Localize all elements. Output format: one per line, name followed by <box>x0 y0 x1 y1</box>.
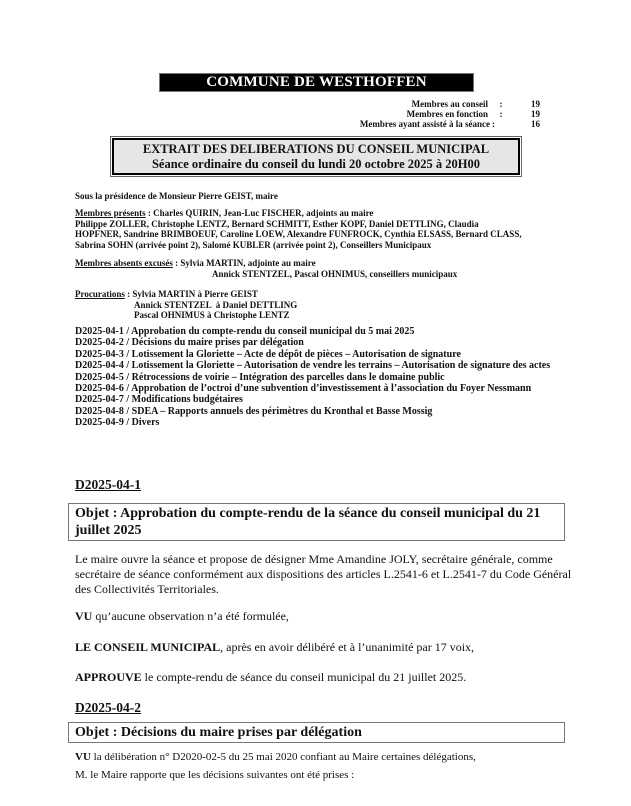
stat-colon: : <box>492 119 495 129</box>
members-stats <box>340 99 540 129</box>
extrait-title-box <box>112 138 520 175</box>
agenda-item: D2025-04-6 / Approbation de l’octroi d’une subvention d’investissement à l’association du Foyer Nessmann <box>75 383 532 395</box>
members-absent <box>75 258 595 279</box>
vu-text: la délibération n° D2020-02-5 du 25 mai 2020 confiant au Maire certaines délégations, <box>90 751 476 763</box>
procuration-line: Annick STENTZEL à Daniel DETTLING <box>134 299 298 310</box>
stat-row <box>340 99 540 109</box>
objet-box: Objet : Décisions du maire prises par délégation <box>68 722 565 743</box>
absent-line: Annick STENTZEL, Pascal OHNIMUS, conseillers municipaux <box>212 268 458 279</box>
stat-label: Membres ayant assisté à la séance <box>359 119 490 129</box>
vu-bold: VU <box>75 609 93 623</box>
stat-colon: : <box>499 99 503 109</box>
stat-value: 19 <box>531 99 540 109</box>
procurations-label: Procurations <box>75 289 125 299</box>
paragraph-conseil <box>75 640 575 655</box>
agenda-item: D2025-04-1 / Approbation du compte-rendu du conseil municipal du 5 mai 2025 <box>75 326 415 337</box>
paragraph-vu <box>75 750 575 765</box>
stat-label: Membres en fonction <box>406 109 488 119</box>
objet-box: Objet : Approbation du compte-rendu de la séance du conseil municipal du 21 juillet 2025 <box>68 503 565 541</box>
absent-label: Membres absents excusés <box>75 258 173 268</box>
stat-value: 16 <box>531 119 540 129</box>
agenda-item: D2025-04-4 / Lotissement la Gloriette – Autorisation de vendre les terrains – Autorisation de signature des actes <box>75 360 551 372</box>
stat-row <box>340 119 540 129</box>
conseil-text: , après en avoir délibéré et à l’unanimité par 17 voix, <box>220 640 475 654</box>
paragraph-secretaire: Le maire ouvre la séance et propose de désigner Mme Amandine JOLY, secrétaire générale, comme secrétaire de séance conformément aux dispositions des articles L.2541-6 et L.2541-7 du Code Général des Collectivités Territoriales. <box>75 552 572 596</box>
presidence-line: Sous la présidence de Monsieur Pierre GEIST, maire <box>75 191 278 201</box>
present-line: HOPFNER, Sandrine BRIMBOEUF, Caroline LOEW, Alexandre FUNFROCK, Cynthia ELSASS, Bernard CLASS, <box>75 229 522 240</box>
approuve-text: le compte-rendu de séance du conseil municipal du 21 juillet 2025. <box>141 670 467 684</box>
agenda-item: D2025-04-7 / Modifications budgétaires <box>75 394 243 406</box>
absent-text: : Sylvia MARTIN, adjointe au maire <box>172 258 316 268</box>
deliberation-code: D2025-04-1 <box>75 477 141 492</box>
present-line: Sabrina SOHN (arrivée point 2), Salomé KUBLER (arrivée point 2), Conseillers Municipaux <box>75 239 432 250</box>
members-present <box>75 208 595 250</box>
agenda-item: D2025-04-8 / SDEA – Rapports annuels des périmètres du Kronthal et Basse Mossig <box>75 405 433 417</box>
agenda-item: D2025-04-3 / Lotissement la Gloriette – Acte de dépôt de pièces – Autorisation de signature <box>75 348 461 360</box>
paragraph-rapport: M. le Maire rapporte que les décisions suivantes ont été prises : <box>75 769 355 781</box>
agenda-list <box>75 326 610 429</box>
agenda-item: D2025-04-5 / Rétrocessions de voirie – Intégration des parcelles dans le domaine public <box>75 371 445 383</box>
stat-row <box>340 109 540 119</box>
present-label: Membres présents <box>75 208 146 218</box>
procuration-text: : Sylvia MARTIN à Pierre GEIST <box>124 289 258 299</box>
stat-value: 19 <box>531 109 540 119</box>
vu-bold: VU <box>75 751 91 763</box>
commune-title: COMMUNE DE WESTHOFFEN <box>159 73 474 92</box>
paragraph-vu <box>75 609 575 624</box>
procurations <box>75 289 595 321</box>
stat-label: Membres au conseil <box>411 99 488 109</box>
stat-colon: : <box>499 109 503 119</box>
agenda-item: D2025-04-9 / Divers <box>75 417 160 429</box>
present-line: Philippe ZOLLER, Christophe LENTZ, Bernard SCHMITT, Esther KOPF, Daniel DETTLING, Claudia <box>75 218 479 229</box>
seance-subtitle: Séance ordinaire du conseil du lundi 20 octobre 2025 à 20H00 <box>151 157 481 171</box>
deliberation-code: D2025-04-2 <box>75 700 141 715</box>
agenda-item: D2025-04-2 / Décisions du maire prises par délégation <box>75 337 304 349</box>
present-adjoints: : Charles QUIRIN, Jean-Luc FISCHER, adjoints au maire <box>145 208 374 218</box>
paragraph-approuve <box>75 670 575 685</box>
procuration-line: Pascal OHNIMUS à Christophe LENTZ <box>134 310 290 321</box>
approuve-bold: APPROUVE <box>75 670 142 684</box>
extrait-title: EXTRAIT DES DELIBERATIONS DU CONSEIL MUNICIPAL <box>142 142 490 156</box>
vu-text: qu’aucune observation n’a été formulée, <box>92 609 289 623</box>
conseil-bold: LE CONSEIL MUNICIPAL <box>75 640 221 654</box>
